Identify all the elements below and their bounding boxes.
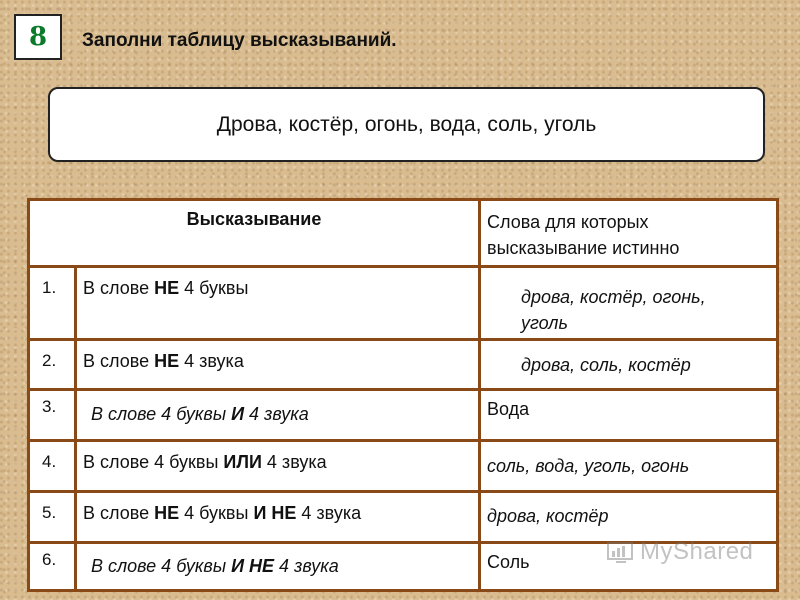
- watermark-icon: [606, 540, 636, 566]
- table-row: [30, 341, 776, 388]
- row-answer: Вода: [487, 399, 530, 419]
- row-answer: [481, 268, 776, 338]
- row-statement: В слове 4 буквы И 4 звука: [91, 404, 309, 424]
- row-index: 3.: [42, 397, 57, 416]
- row-answer: Соль: [487, 552, 530, 572]
- row-index: 5.: [42, 503, 57, 522]
- table-row: [30, 442, 776, 490]
- row-statement: В слове 4 буквы И НЕ 4 звука: [91, 556, 339, 576]
- row-answer-line2: уголь: [521, 313, 568, 333]
- header-answer-line1: Слова для которых: [487, 212, 649, 232]
- header-answer-line2: высказывание истинно: [487, 238, 680, 258]
- header-answer: [481, 201, 776, 265]
- table-header-row: [30, 201, 776, 265]
- column-divider-index: [74, 265, 77, 589]
- watermark: MyShared: [640, 538, 754, 565]
- row-statement: В слове 4 буквы ИЛИ 4 звука: [83, 452, 327, 472]
- row-statement: В слове НЕ 4 буквы И НЕ 4 звука: [83, 503, 362, 523]
- table-row: [30, 391, 776, 439]
- row-index: 1.: [42, 278, 57, 297]
- row-statement: В слове НЕ 4 буквы: [83, 278, 249, 298]
- row-statement: В слове НЕ 4 звука: [83, 351, 244, 371]
- task-number: 8: [28, 22, 48, 52]
- column-divider-main: [478, 201, 481, 589]
- statements-table: [27, 198, 779, 592]
- task-title: Заполни таблицу высказываний.: [82, 30, 397, 51]
- row-answer-line1: дрова, костёр, огонь,: [521, 287, 706, 307]
- words-list: Дрова, костёр, огонь, вода, соль, уголь: [216, 112, 597, 136]
- row-index: 2.: [42, 351, 57, 370]
- row-answer: дрова, костёр: [487, 506, 609, 526]
- header-statement: Высказывание: [186, 209, 322, 229]
- row-answer: соль, вода, уголь, огонь: [487, 456, 690, 476]
- words-list-box: [48, 87, 765, 162]
- table-row: [30, 493, 776, 541]
- table-row: [30, 268, 776, 338]
- row-index: 6.: [42, 550, 57, 569]
- row-answer: дрова, соль, костёр: [521, 355, 691, 375]
- row-index: 4.: [42, 452, 57, 471]
- task-number-box: [14, 14, 62, 60]
